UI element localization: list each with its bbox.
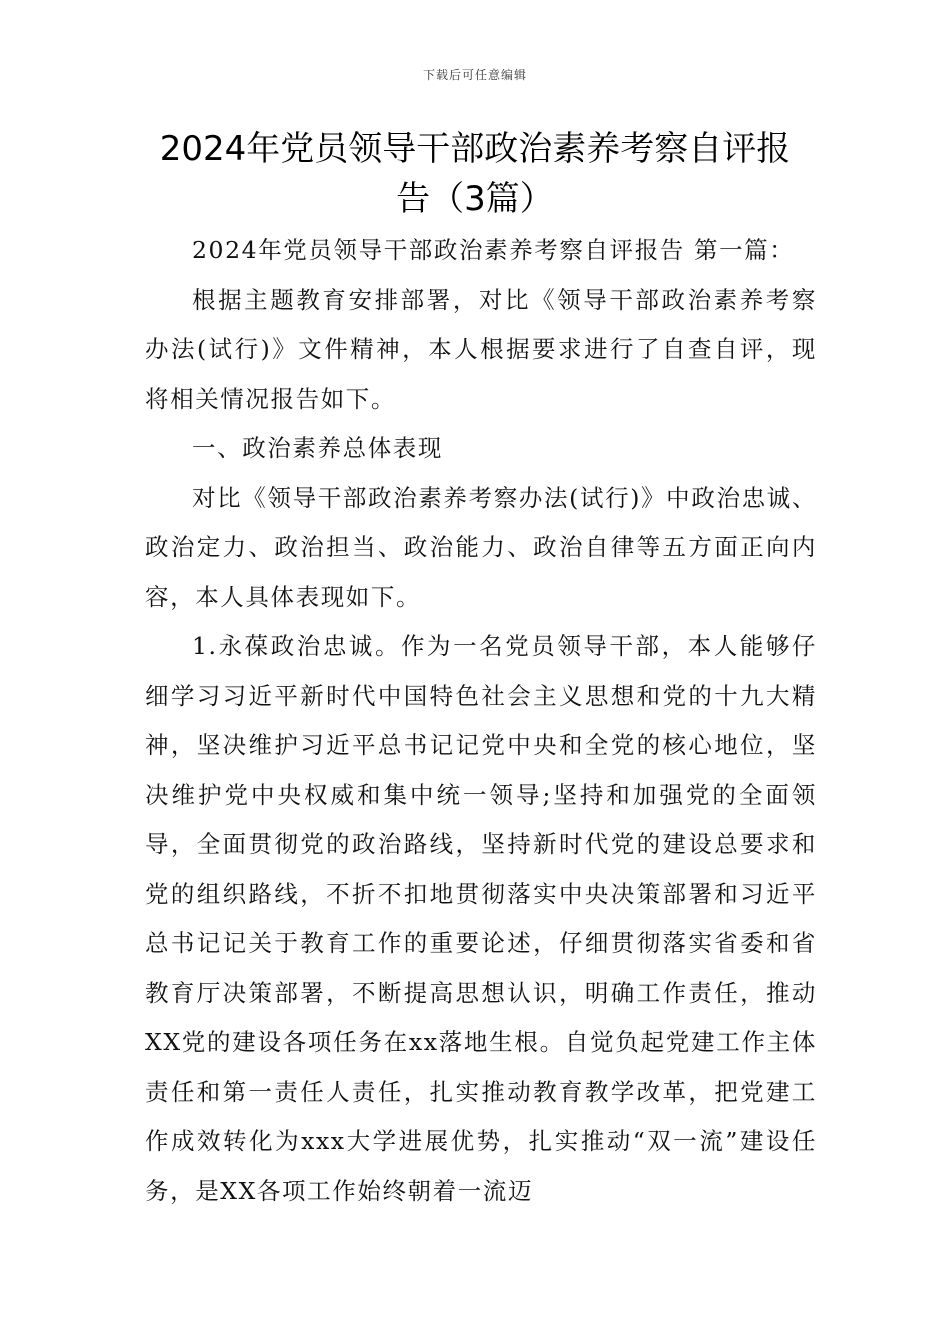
section-heading: 2024年党员领导干部政治素养考察自评报告 第一篇：: [192, 236, 795, 264]
header-note: 下载后可任意编辑: [422, 68, 527, 82]
document-body: [145, 226, 817, 1216]
section-heading: 一、政治素养总体表现: [192, 434, 443, 462]
document-title: 2024年党员领导干部政治素养考察自评报告（3篇）: [159, 129, 791, 219]
body-paragraph: 1.永葆政治忠诚。作为一名党员领导干部，本人能够仔细学习习近平新时代中国特色社会主义思想和党的十九大精神，坚决维护习近平总书记记党中央和全党的核心地位，坚决维护党中央权威和集中统一领导;坚持和加强党的全面领导，全面贯彻党的政治路线，坚持新时代党的建设总要求和党的组织路线，不折不扣地贯彻落实中央决策部署和习近平总书记记关于教育工作的重要论述，仔细贯彻落实省委和省教育厅决策部署，不断提高思想认识，明确工作责任，推动XX党的建设各项任务在xx落地生根。自觉负起党建工作主体责任和第一责任人责任，扎实推动教育教学改革，把党建工作成效转化为xxx大学进展优势，扎实推动“双一流”建设任务，是XX各项工作始终朝着一流迈: [145, 632, 817, 1205]
body-paragraph: 对比《领导干部政治素养考察办法(试行)》中政治忠诚、政治定力、政治担当、政治能力、政治自律等五方面正向内容，本人具体表现如下。: [145, 483, 817, 611]
body-paragraph: 根据主题教育安排部署，对比《领导干部政治素养考察办法(试行)》文件精神，本人根据要求进行了自查自评，现将相关情况报告如下。: [145, 285, 817, 413]
